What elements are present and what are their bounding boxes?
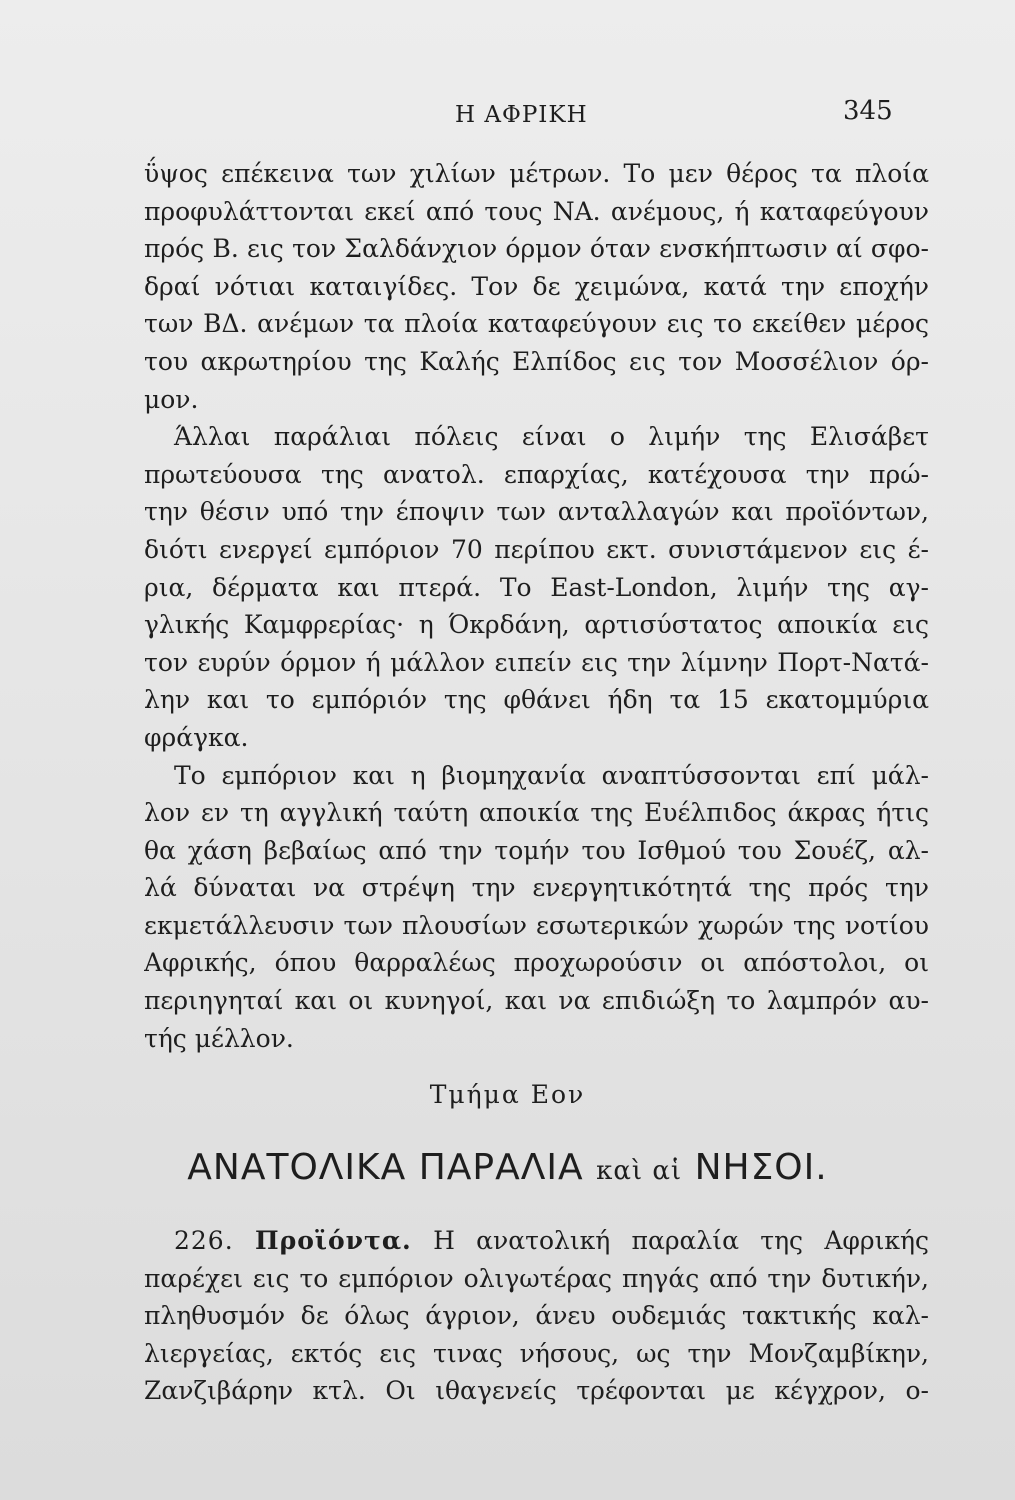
section-heading-end: ΝΗΣΟΙ. — [694, 1147, 828, 1188]
text-line: τον ευρύν όρμον ή μάλλον ειπείν εις την λίμνην Πορτ-Νατά- — [144, 647, 929, 677]
text-line: εκμετάλλευσιν των πλουσίων εσωτερικών χωρών της νοτίου — [144, 910, 929, 940]
paragraph-heading: Προϊόντα. — [254, 1226, 412, 1255]
text-line: Ζανζιβάρην κτλ. Οι ιθαγενείς τρέφονται με κέγχρον, ο- — [144, 1376, 929, 1406]
text-line: θα χάση βεβαίως από την τομήν του Ισθμού του Σουέζ, αλ- — [144, 835, 929, 865]
text-line: Αφρικής, όπου θαρραλέως προχωρούσιν οι απόστολοι, οι — [144, 948, 929, 978]
text-line: λά δύναται να στρέψη την ενεργητικότητά της πρός την — [144, 873, 929, 903]
text-line: διότι ενεργεί εμπόριον 70 περίπου εκτ. συνιστάμενον εις έ- — [144, 534, 929, 564]
text-line: πρωτεύουσα της ανατολ. επαρχίας, κατέχουσα την πρώ- — [144, 459, 929, 489]
running-title: Η ΑΦΡΙΚΗ — [455, 102, 588, 128]
text-line: φράγκα. — [144, 722, 249, 752]
section-heading-conjunction: καὶ αἱ — [596, 1156, 683, 1186]
text-line: Άλλαι παράλιαι πόλεις είναι ο λιμήν της Ελισάβετ — [174, 422, 929, 452]
text-line: γλικής Καμφρερίας· η Όκρδάνη, αρτισύστατος αποικία εις — [144, 610, 929, 640]
paragraph-first-line: Η ανατολική παραλία της Αφρικής — [433, 1226, 929, 1255]
text-line: τής μέλλον. — [144, 1023, 294, 1053]
section-label: Τμήμα Εον — [429, 1080, 586, 1109]
page-number: 345 — [843, 96, 893, 126]
text-line: την θέσιν υπό την έποψιν των ανταλλαγών και προϊόντων, — [144, 497, 929, 527]
paragraph-number: 226. — [174, 1226, 234, 1255]
section-heading-main: ΑΝΑΤΟΛΙΚΑ ΠΑΡΑΛΙΑ — [187, 1147, 584, 1188]
text-line: ΰψος επέκεινα των χιλίων μέτρων. Το μεν θέρος τα πλοία — [144, 159, 929, 188]
text-line: ρια, δέρματα και πτερά. Το East-London, λιμήν της αγ- — [144, 572, 929, 602]
text-line: των ΒΔ. ανέμων τα πλοία καταφεύγουν εις το εκείθεν μέρος — [144, 309, 929, 339]
text-line: πρός Β. εις τον Σαλδάνχιον όρμον όταν ενσκήπτωσιν αί σφο- — [144, 234, 929, 264]
text-line: πληθυσμόν δε όλως άγριον, άνευ ουδεμιάς τακτικής καλ- — [144, 1301, 929, 1331]
page-header — [0, 96, 1015, 136]
text-line — [144, 1222, 929, 1260]
main-text — [144, 155, 929, 1057]
text-line: δραί νότιαι καταιγίδες. Τον δε χειμώνα, κατά την εποχήν — [144, 271, 929, 301]
text-line: παρέχει εις το εμπόριον ολιγωτέρας πηγάς από την δυτικήν, — [144, 1263, 929, 1293]
text-line: λην και το εμπόριόν της φθάνει ήδη τα 15 εκατομμύρια — [144, 685, 929, 715]
text-line: λιεργείας, εκτός εις τινας νήσους, ως την Μονζαμβίκην, — [144, 1338, 929, 1368]
section-heading — [0, 1147, 1015, 1188]
text-line: του ακρωτηρίου της Καλής Ελπίδος εις τον Μοσσέλιον όρ- — [144, 346, 929, 376]
paragraph-226 — [144, 1222, 929, 1410]
text-line: περιηγηταί και οι κυνηγοί, και να επιδιώξη το λαμπρόν αυ- — [144, 986, 929, 1016]
text-line: λον εν τη αγγλική ταύτη αποικία της Ευέλπιδος άκρας ήτις — [144, 798, 929, 828]
text-line: Το εμπόριον και η βιομηχανία αναπτύσσονται επί μάλ- — [174, 760, 929, 790]
text-line: μον. — [144, 384, 199, 414]
text-line: προφυλάττονται εκεί από τους ΝΑ. ανέμους, ή καταφεύγουν — [144, 196, 929, 226]
